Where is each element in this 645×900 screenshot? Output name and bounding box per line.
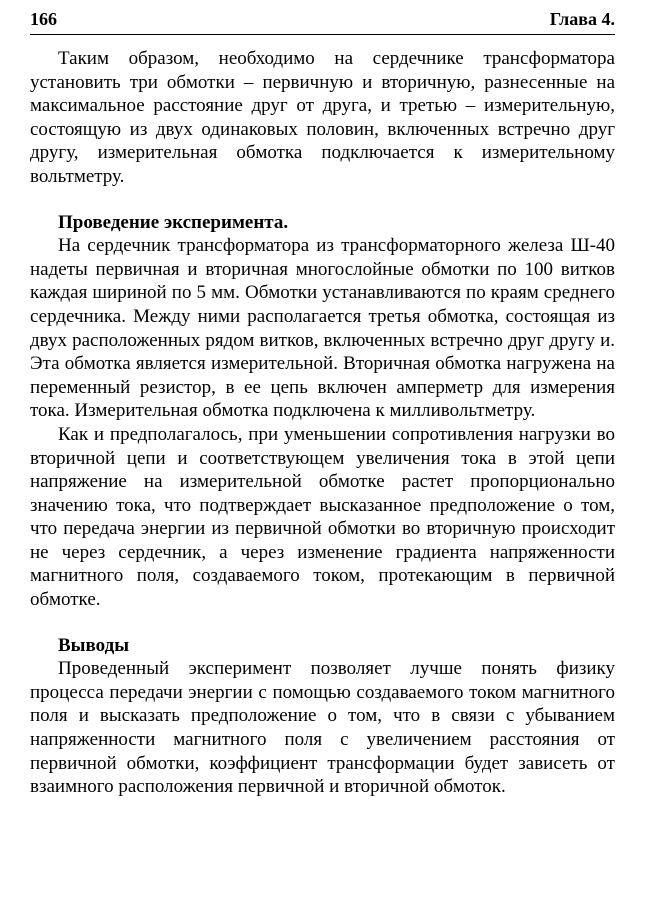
chapter-title: Глава 4. <box>549 9 615 29</box>
page-body <box>30 47 615 799</box>
paragraph-results: Как и предполагалось, при уменьшении сопротивления нагрузки во вторичной цепи и соответствующем увеличения тока в этой цепи напряжение на измерительной обмотке растет пропорционально значению тока, что подтверждает высказанное предположение о том, что передача энергии из первичной обмотки во вторичную происходит не через сердечник, а через изменение градиента напряженности магнитного поля, создаваемого током, протекающим в первичной обмотке. <box>30 423 615 611</box>
book-page <box>30 8 615 799</box>
paragraph-intro: Таким образом, необходимо на сердечнике трансформатора установить три обмотки – первичную и вторичную, разнесенные на максимальное расстояние друг от друга, и третью – измерительную, состоящую из двух одинаковых половин, включенных встречно друг другу, измерительная обмотка подключается к измерительному вольтметру. <box>30 48 615 187</box>
paragraph-setup: На сердечник трансформатора из трансформаторного железа Ш-40 надеты первичная и вторичная многослойные обмотки по 100 витков каждая шириной по 5 мм. Обмотки устанавливаются по краям среднего сердечника. Между ними располагается третья обмотка, состоящая из двух расположенных рядом витков, включенных встречно друг другу и. Эта обмотка является измерительной. Вторичная обмотка нагружена на переменный резистор, в ее цепь включен амперметр для измерения тока. Измерительная обмотка подключена к милливольтметру. <box>30 235 615 422</box>
running-header <box>30 8 615 35</box>
paragraph-conclusions: Проведенный эксперимент позволяет лучше понять физику процесса передачи энергии с помощью создаваемого током магнитного поля и высказать предположение о том, что в связи с убыванием напряженности магнитного поля с увеличением расстояния от первичной обмотки, коэффициент трансформации будет зависеть от взаимного расположения первичной и вторичной обмоток. <box>30 658 615 798</box>
section-heading-conclusions: Выводы <box>58 634 130 656</box>
section-heading-experiment: Проведение эксперимента. <box>58 211 289 233</box>
page-number: 166 <box>30 9 57 29</box>
